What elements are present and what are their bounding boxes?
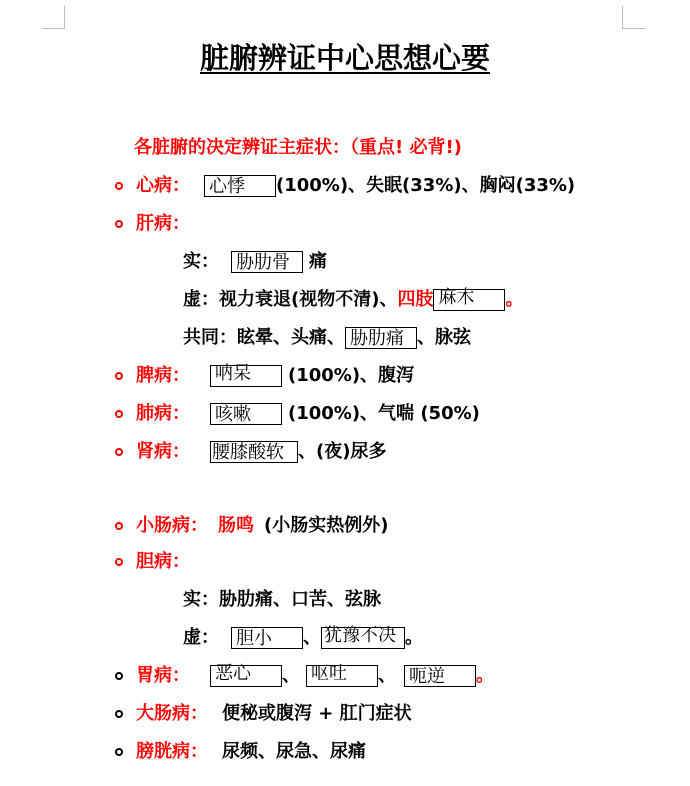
page-title: 脏腑辨证中心思想心要	[199, 41, 490, 75]
gallbladder-xu-sep: 、	[303, 627, 321, 648]
liver-xu-label: 虚：	[183, 289, 219, 310]
gallbladder-xu-box2: 犹豫不决	[321, 627, 405, 649]
liver-xu-line	[183, 288, 523, 312]
stomach-box3: 呃逆	[404, 665, 476, 687]
large-intestine-text: 便秘或腹泻 + 肛门症状	[222, 703, 412, 724]
heart-text: (100%)、失眠(33%)、胸闷(33%)	[276, 175, 576, 196]
kidney-box: 腰膝酸软	[210, 441, 298, 463]
liver-label: 肝病：	[136, 213, 190, 234]
bullet-icon	[115, 672, 123, 680]
bullet-icon	[115, 748, 123, 756]
small-intestine-text: (小肠实热例外)	[264, 515, 389, 536]
gallbladder-xu-box1: 胆小	[231, 627, 303, 649]
heart-label: 心病：	[136, 175, 190, 196]
small-intestine-line	[136, 514, 388, 538]
liver-xu-red: 四肢	[397, 289, 434, 310]
bullet-icon	[115, 220, 123, 228]
spleen-text: (100%)、腹泻	[288, 365, 415, 386]
bullet-icon	[115, 182, 123, 190]
liver-shi-line	[183, 250, 327, 274]
bladder-line	[136, 740, 366, 764]
liver-common-box: 胁肋痛	[345, 327, 417, 349]
stomach-sep1: 、	[282, 665, 300, 686]
bullet-icon	[115, 522, 123, 530]
lung-line	[136, 402, 480, 426]
kidney-line	[136, 440, 386, 464]
bullet-icon	[115, 372, 123, 380]
lung-box: 咳嗽	[210, 403, 282, 425]
spleen-label: 脾病：	[136, 365, 190, 386]
bullet-icon	[115, 410, 123, 418]
lung-label: 肺病：	[136, 403, 190, 424]
stomach-line	[136, 664, 494, 688]
heart-keyword-box: 心悸	[204, 175, 276, 197]
liver-common-label: 共同：	[183, 327, 237, 348]
gallbladder-shi-line	[183, 588, 381, 612]
liver-xu-text: 视力衰退(视物不清)、	[219, 289, 398, 310]
heart-line	[136, 174, 575, 198]
liver-shi-text: 痛	[309, 251, 327, 272]
gallbladder-line	[136, 550, 190, 574]
small-intestine-red: 肠鸣	[218, 515, 254, 536]
gallbladder-shi-label: 实：	[183, 589, 219, 610]
stomach-box2: 呕吐	[306, 665, 378, 687]
bullet-icon	[115, 558, 123, 566]
gallbladder-label: 胆病：	[136, 551, 190, 572]
gallbladder-xu-end: 。	[405, 627, 423, 648]
liver-xu-end: 。	[505, 289, 524, 310]
liver-xu-box: 麻木	[433, 289, 505, 311]
liver-shi-box: 胁肋骨	[231, 251, 303, 273]
kidney-text: 、(夜)尿多	[298, 441, 387, 462]
lung-text: (100%)、气喘 (50%)	[288, 403, 480, 424]
liver-common-text2: 、脉弦	[417, 327, 471, 348]
gallbladder-shi-text: 胁肋痛、口苦、弦脉	[219, 589, 381, 610]
stomach-box1: 恶心	[210, 665, 282, 687]
gallbladder-xu-label: 虚：	[183, 627, 219, 648]
page-corner-mark-left	[42, 6, 65, 29]
stomach-sep2: 、	[378, 665, 396, 686]
bladder-text: 尿频、尿急、尿痛	[222, 741, 366, 762]
large-intestine-line	[136, 702, 412, 726]
liver-common-text1: 眩晕、头痛、	[237, 327, 345, 348]
large-intestine-label: 大肠病：	[136, 703, 208, 724]
bullet-icon	[115, 448, 123, 456]
subtitle: 各脏腑的决定辨证主症状：（重点! 必背!)	[134, 137, 462, 158]
stomach-end: 。	[476, 665, 494, 686]
spleen-box: 呐呆	[210, 365, 282, 387]
gallbladder-xu-line	[183, 626, 423, 650]
stomach-label: 胃病：	[136, 665, 190, 686]
spleen-line	[136, 364, 414, 388]
kidney-label: 肾病：	[136, 441, 190, 462]
liver-line	[136, 212, 190, 236]
liver-shi-label: 实：	[183, 251, 219, 272]
bullet-icon	[115, 710, 123, 718]
bladder-label: 膀胱病：	[136, 741, 208, 762]
page-corner-mark-right	[622, 6, 645, 29]
liver-common-line	[183, 326, 471, 350]
small-intestine-label: 小肠病：	[136, 515, 208, 536]
